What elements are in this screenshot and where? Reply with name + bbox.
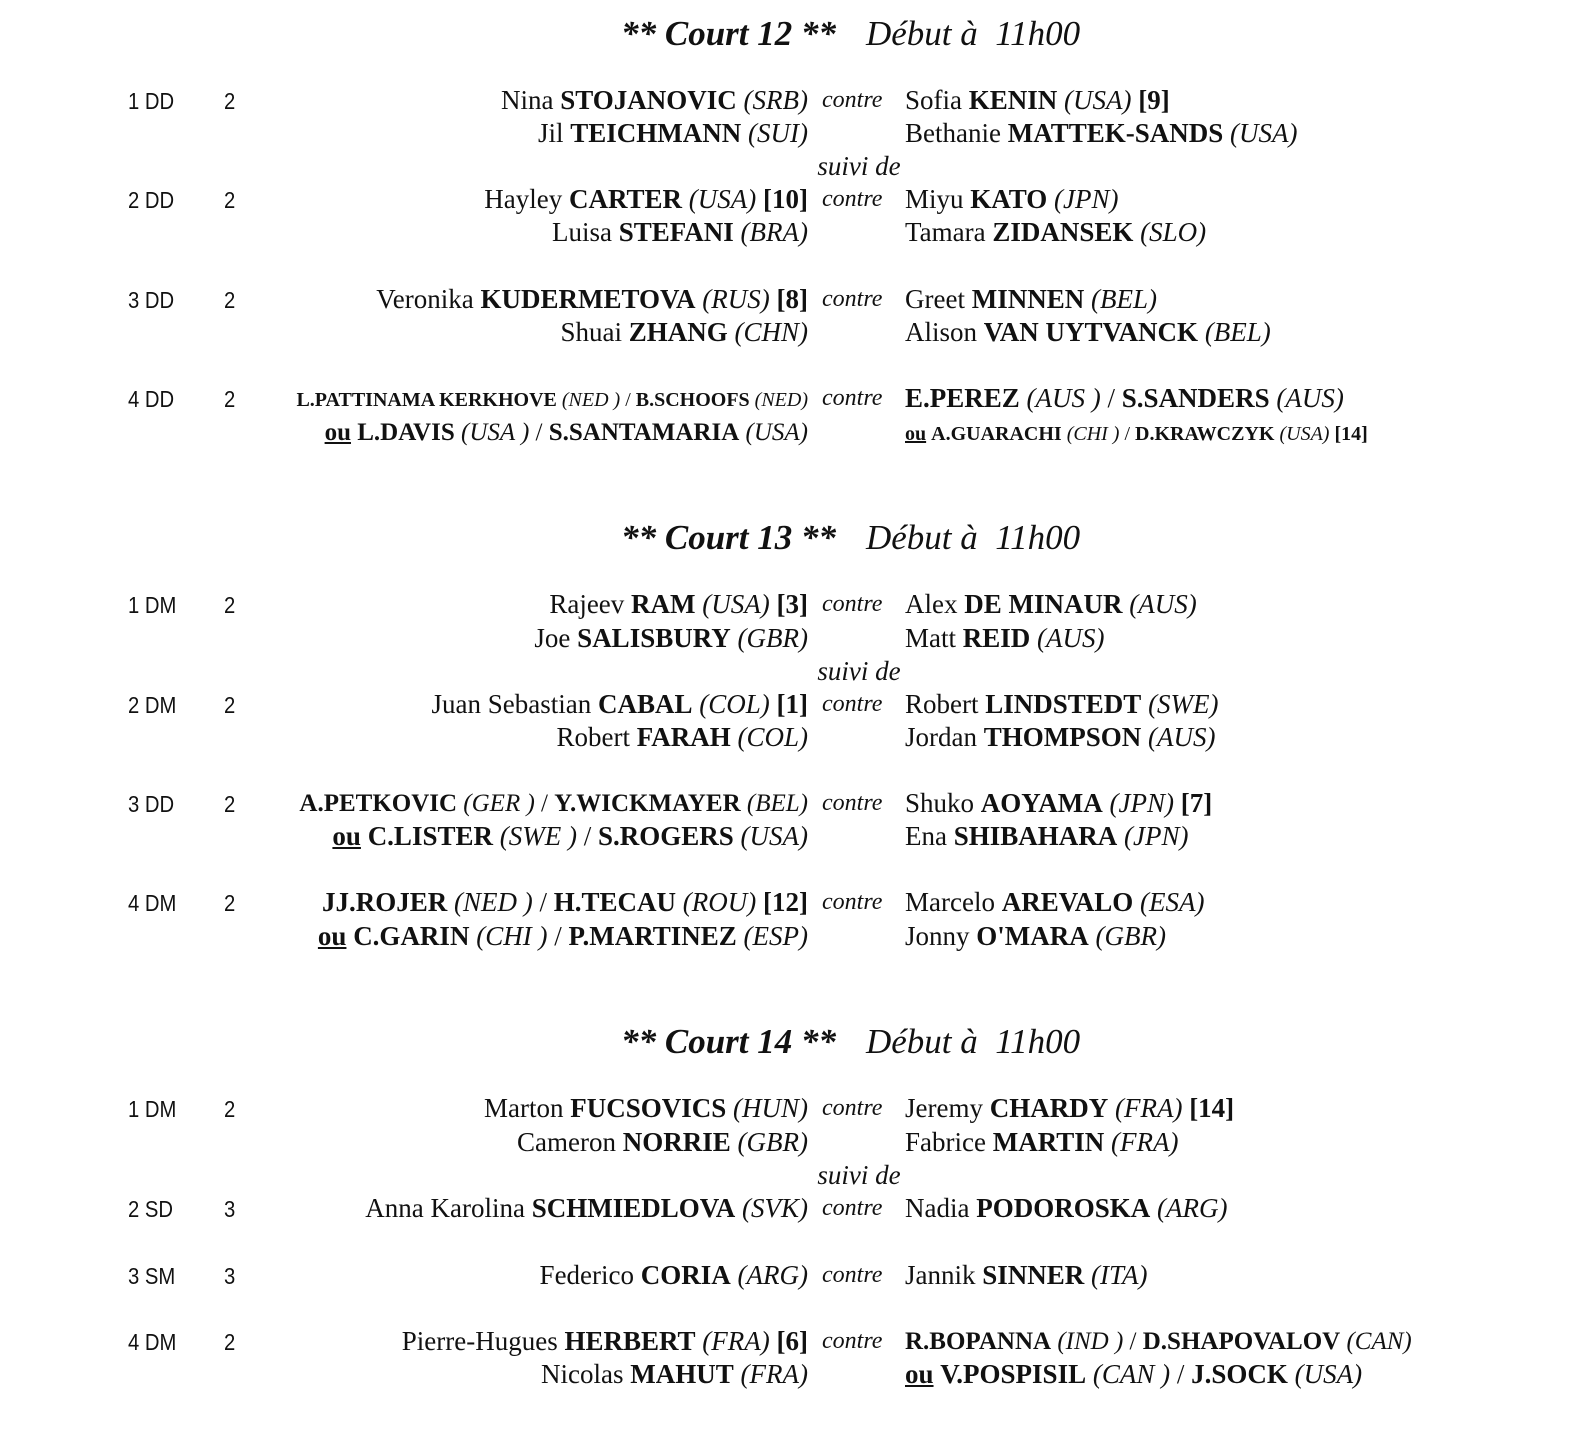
match-number: 1 DM — [128, 1096, 177, 1122]
player-right: Jordan THOMPSON (AUS) — [905, 722, 1216, 752]
team-right: R.BOPANNA (IND ) / D.SHAPOVALOV (CAN) — [905, 1328, 1412, 1355]
match-count: 2 — [224, 692, 236, 718]
match-row-alternate — [0, 417, 1594, 451]
match-row-partner — [0, 317, 1594, 351]
versus-label: contre — [822, 790, 883, 816]
court-14-heading — [0, 1022, 1594, 1066]
versus-label: contre — [822, 591, 883, 617]
player-right: Tamara ZIDANSEK (SLO) — [905, 217, 1207, 247]
player-left: Hayley CARTER (USA) [10] — [484, 184, 808, 214]
player-left: Federico CORIA (ARG) — [539, 1260, 808, 1290]
versus-label: contre — [822, 186, 883, 212]
match-count: 2 — [224, 287, 236, 313]
court-12-heading — [0, 14, 1594, 58]
match-number: 1 DD — [128, 88, 175, 114]
versus-label: contre — [822, 1095, 883, 1121]
versus-label: contre — [822, 1328, 883, 1354]
player-left: Rajeev RAM (USA) [3] — [549, 589, 808, 619]
player-right: Alex DE MINAUR (AUS) — [905, 589, 1197, 619]
player-right: Marcelo AREVALO (ESA) — [905, 887, 1205, 917]
court-start-time: Début à 11h00 — [866, 518, 1081, 557]
team-right: E.PEREZ (AUS ) / S.SANDERS (AUS) — [905, 383, 1344, 413]
versus-label: contre — [822, 87, 883, 113]
match-number: 2 DM — [128, 692, 177, 718]
versus-label: contre — [822, 691, 883, 717]
match-row — [0, 1093, 1594, 1127]
court-start-time: Début à 11h00 — [866, 1022, 1081, 1061]
player-right: Jannik SINNER (ITA) — [905, 1260, 1148, 1290]
match-row-alternate — [0, 921, 1594, 955]
court-label: ** Court 12 ** — [621, 14, 836, 53]
match-count: 3 — [224, 1196, 236, 1222]
match-number: 3 DD — [128, 791, 175, 817]
team-left: JJ.ROJER (NED ) / H.TECAU (ROU) [12] — [322, 887, 808, 917]
player-left: Anna Karolina SCHMIEDLOVA (SVK) — [365, 1193, 808, 1223]
team-right-alternate: ou A.GUARACHI (CHI ) / D.KRAWCZYK (USA) [14] — [905, 423, 1368, 445]
match-row — [0, 184, 1594, 218]
player-left: Joe SALISBURY (GBR) — [534, 623, 808, 653]
player-right: Sofia KENIN (USA) [9] — [905, 85, 1170, 115]
match-count: 2 — [224, 791, 236, 817]
match-row-partner — [0, 623, 1594, 657]
match-row — [0, 589, 1594, 623]
court-label: ** Court 13 ** — [621, 518, 836, 557]
team-left-alternate: ou C.LISTER (SWE ) / S.ROGERS (USA) — [332, 821, 808, 851]
match-row-partner — [0, 217, 1594, 251]
player-left: Jil TEICHMANN (SUI) — [537, 118, 808, 148]
match-count: 2 — [224, 1329, 236, 1355]
match-number: 1 DM — [128, 592, 177, 618]
player-left: Shuai ZHANG (CHN) — [560, 317, 808, 347]
match-number: 3 DD — [128, 287, 175, 313]
player-right: Robert LINDSTEDT (SWE) — [905, 689, 1219, 719]
match-row-partner — [0, 118, 1594, 152]
match-row — [0, 887, 1594, 921]
player-left: Nina STOJANOVIC (SRB) — [501, 85, 808, 115]
match-row — [0, 689, 1594, 723]
team-left: L.PATTINAMA KERKHOVE (NED ) / B.SCHOOFS (NED) — [296, 389, 808, 411]
match-number: 4 DD — [128, 386, 175, 412]
match-row — [0, 85, 1594, 119]
versus-label: contre — [822, 385, 883, 411]
versus-label: contre — [822, 1195, 883, 1221]
seed: [8] — [776, 284, 808, 314]
suivi-de-label: suivi de — [817, 151, 901, 181]
match-count: 2 — [224, 890, 236, 916]
match-count: 2 — [224, 88, 236, 114]
seed: [9] — [1138, 85, 1170, 115]
team-left-alternate: ou L.DAVIS (USA ) / S.SANTAMARIA (USA) — [324, 419, 808, 446]
match-row-alternate — [0, 821, 1594, 855]
seed: [7] — [1180, 788, 1213, 818]
court-label: ** Court 14 ** — [621, 1022, 836, 1061]
player-left: Juan Sebastian CABAL (COL) [1] — [431, 689, 808, 719]
match-row-alternate — [0, 1359, 1594, 1393]
match-count: 2 — [224, 187, 236, 213]
player-right: Jeremy CHARDY (FRA) [14] — [905, 1093, 1235, 1123]
court-start-time: Début à 11h00 — [866, 14, 1081, 53]
team-right-alternate: ou V.POSPISIL (CAN ) / J.SOCK (USA) — [905, 1359, 1363, 1389]
match-number: 2 SD — [128, 1196, 174, 1222]
player-right: Ena SHIBAHARA (JPN) — [905, 821, 1189, 851]
seed: [1] — [776, 689, 808, 719]
player-right: Nadia PODOROSKA (ARG) — [905, 1193, 1228, 1223]
player-left: Nicolas MAHUT (FRA) — [541, 1359, 808, 1389]
versus-label: contre — [822, 889, 883, 915]
match-count: 2 — [224, 1096, 236, 1122]
court-13-heading — [0, 518, 1594, 562]
match-count: 2 — [224, 592, 236, 618]
player-left: Pierre-Hugues HERBERT (FRA) [6] — [401, 1326, 808, 1356]
seed: [14] — [1189, 1093, 1235, 1123]
match-row-partner — [0, 722, 1594, 756]
team-left-alternate: ou C.GARIN (CHI ) / P.MARTINEZ (ESP) — [317, 921, 808, 951]
versus-label: contre — [822, 1262, 883, 1288]
seed: [3] — [776, 589, 808, 619]
player-left: Luisa STEFANI (BRA) — [552, 217, 808, 247]
match-row — [0, 1193, 1594, 1227]
player-right: Alison VAN UYTVANCK (BEL) — [905, 317, 1271, 347]
player-left: Robert FARAH (COL) — [556, 722, 808, 752]
player-right: Shuko AOYAMA (JPN) [7] — [905, 788, 1213, 818]
match-row-partner — [0, 1127, 1594, 1161]
player-right: Bethanie MATTEK-SANDS (USA) — [905, 118, 1298, 148]
versus-label: contre — [822, 286, 883, 312]
player-left: Veronika KUDERMETOVA (RUS) [8] — [376, 284, 808, 314]
team-left: A.PETKOVIC (GER ) / Y.WICKMAYER (BEL) — [299, 790, 808, 817]
player-right: Matt REID (AUS) — [905, 623, 1105, 653]
match-row — [0, 1260, 1594, 1294]
player-right: Miyu KATO (JPN) — [905, 184, 1119, 214]
player-right: Jonny O'MARA (GBR) — [905, 921, 1166, 951]
match-number: 2 DD — [128, 187, 175, 213]
player-left: Cameron NORRIE (GBR) — [517, 1127, 808, 1157]
match-count: 3 — [224, 1263, 236, 1289]
match-number: 3 SM — [128, 1263, 176, 1289]
suivi-de-label: suivi de — [817, 656, 901, 686]
match-number: 4 DM — [128, 890, 177, 916]
seed: [14] — [1334, 423, 1368, 445]
player-right: Greet MINNEN (BEL) — [905, 284, 1157, 314]
match-row — [0, 383, 1594, 417]
player-right: Fabrice MARTIN (FRA) — [905, 1127, 1179, 1157]
seed: [12] — [763, 887, 808, 917]
suivi-de-label: suivi de — [817, 1160, 901, 1190]
seed: [10] — [763, 184, 808, 214]
match-count: 2 — [224, 386, 236, 412]
seed: [6] — [776, 1326, 808, 1356]
player-left: Marton FUCSOVICS (HUN) — [483, 1093, 808, 1123]
match-row — [0, 788, 1594, 822]
match-row — [0, 284, 1594, 318]
match-number: 4 DM — [128, 1329, 177, 1355]
match-row — [0, 1326, 1594, 1360]
